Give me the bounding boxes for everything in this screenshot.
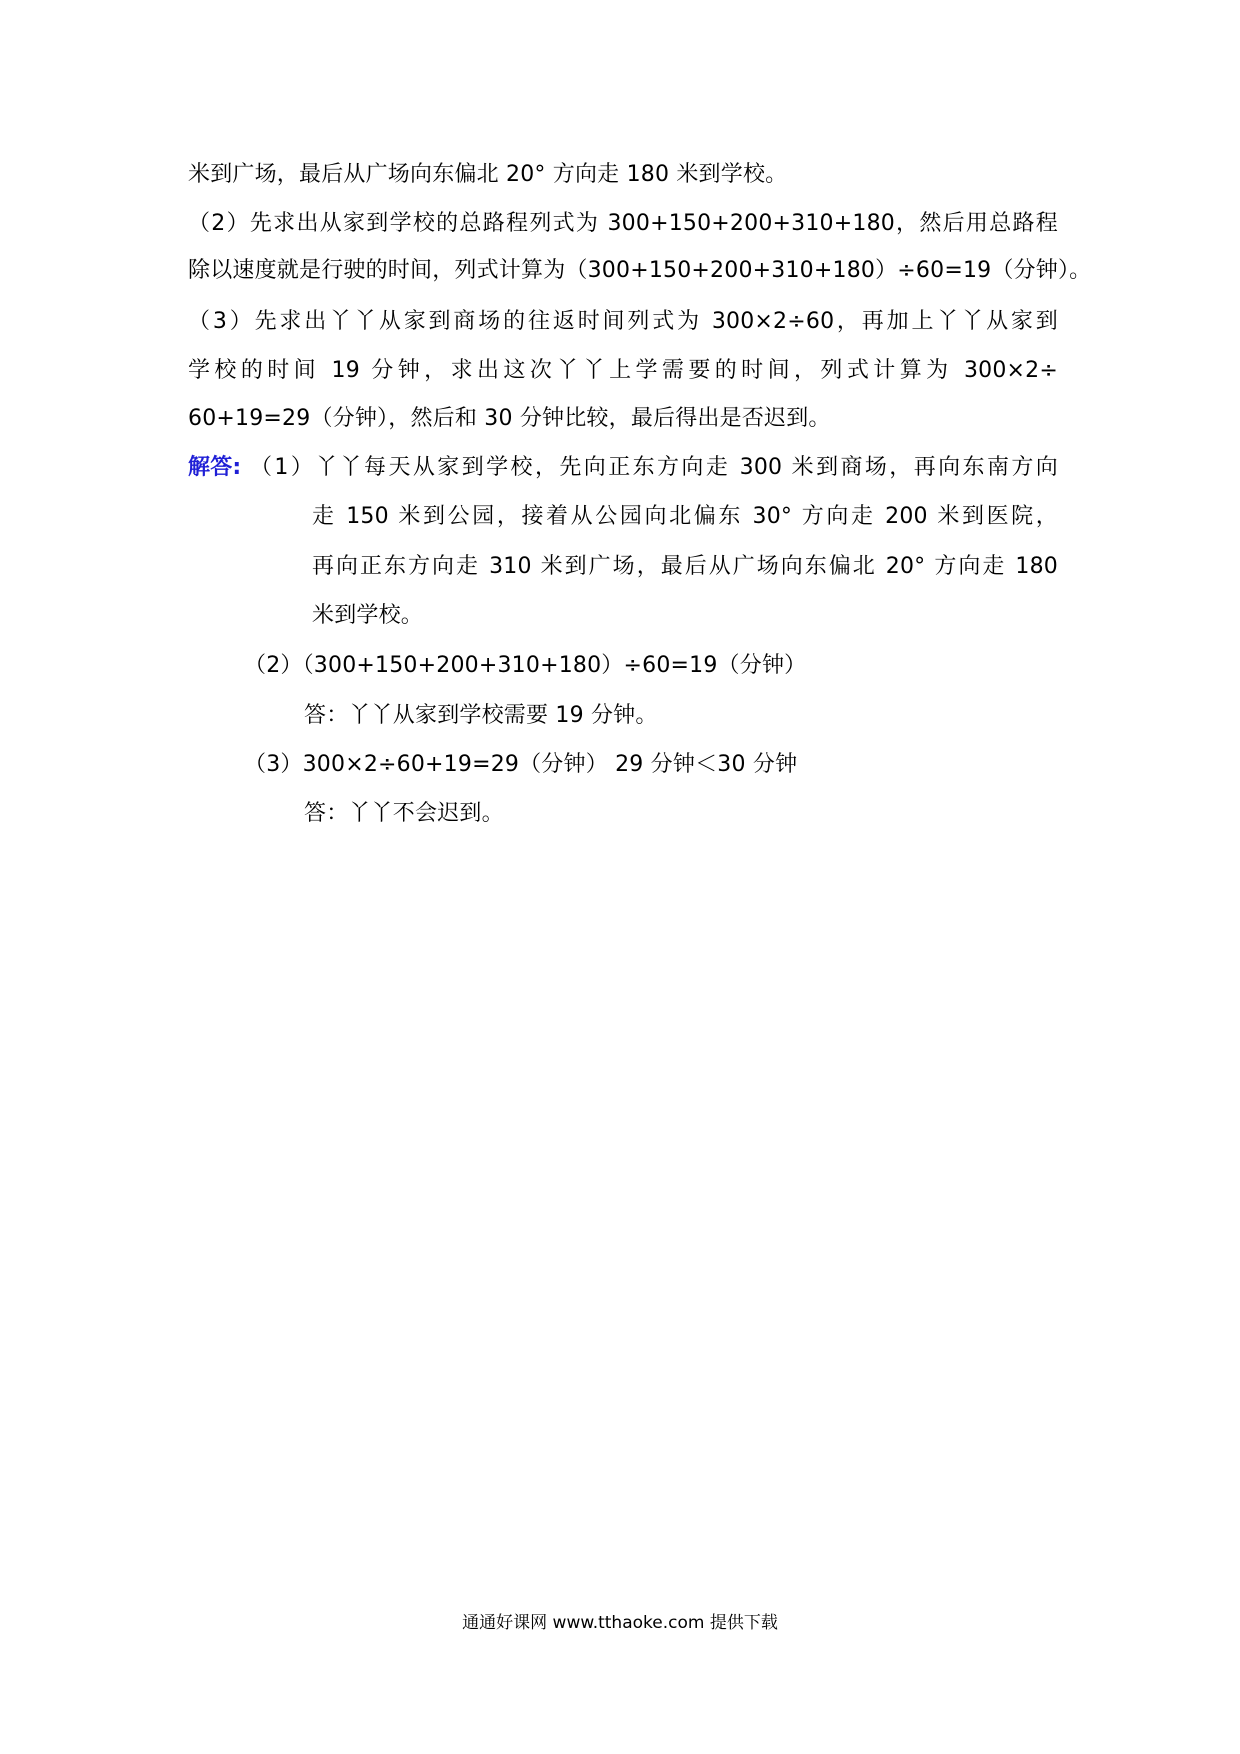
analysis-line: （3）先求出丫丫从家到商场的往返时间列式为 300×2÷60，再加上丫丫从家到 (188, 309, 1058, 334)
answer-label: 解答: (188, 455, 242, 480)
analysis-line: 学校的时间 19 分钟，求出这次丫丫上学需要的时间，列式计算为 300×2÷ (188, 358, 1058, 383)
analysis-line: 除以速度就是行驶的时间，列式计算为（300+150+200+310+180）÷60=19（分钟）。 (188, 258, 1092, 283)
answer-line: 米到学校。 (312, 603, 424, 628)
page-footer: 通通好课网 www.tthaoke.com 提供下载 (462, 1613, 778, 1633)
answer-line: 再向正东方向走 310 米到广场，最后从广场向东偏北 20° 方向走 180 (312, 554, 1058, 579)
answer-line: （1）丫丫每天从家到学校，先向正东方向走 300 米到商场，再向东南方向 (250, 455, 1058, 480)
analysis-line: 米到广场，最后从广场向东偏北 20° 方向走 180 米到学校。 (188, 162, 788, 187)
answer-formula: （3）300×2÷60+19=29（分钟） 29 分钟＜30 分钟 (244, 752, 798, 777)
analysis-line: （2）先求出从家到学校的总路程列式为 300+150+200+310+180，然后用总路程 (188, 211, 1058, 236)
answer-formula: （2）（300+150+200+310+180）÷60=19（分钟） (244, 653, 807, 678)
answer-statement: 答：丫丫从家到学校需要 19 分钟。 (304, 703, 658, 728)
analysis-line: 60+19=29（分钟），然后和 30 分钟比较，最后得出是否迟到。 (188, 406, 831, 431)
answer-line: 走 150 米到公园，接着从公园向北偏东 30° 方向走 200 米到医院， (312, 504, 1058, 529)
answer-statement: 答：丫丫不会迟到。 (304, 801, 504, 826)
